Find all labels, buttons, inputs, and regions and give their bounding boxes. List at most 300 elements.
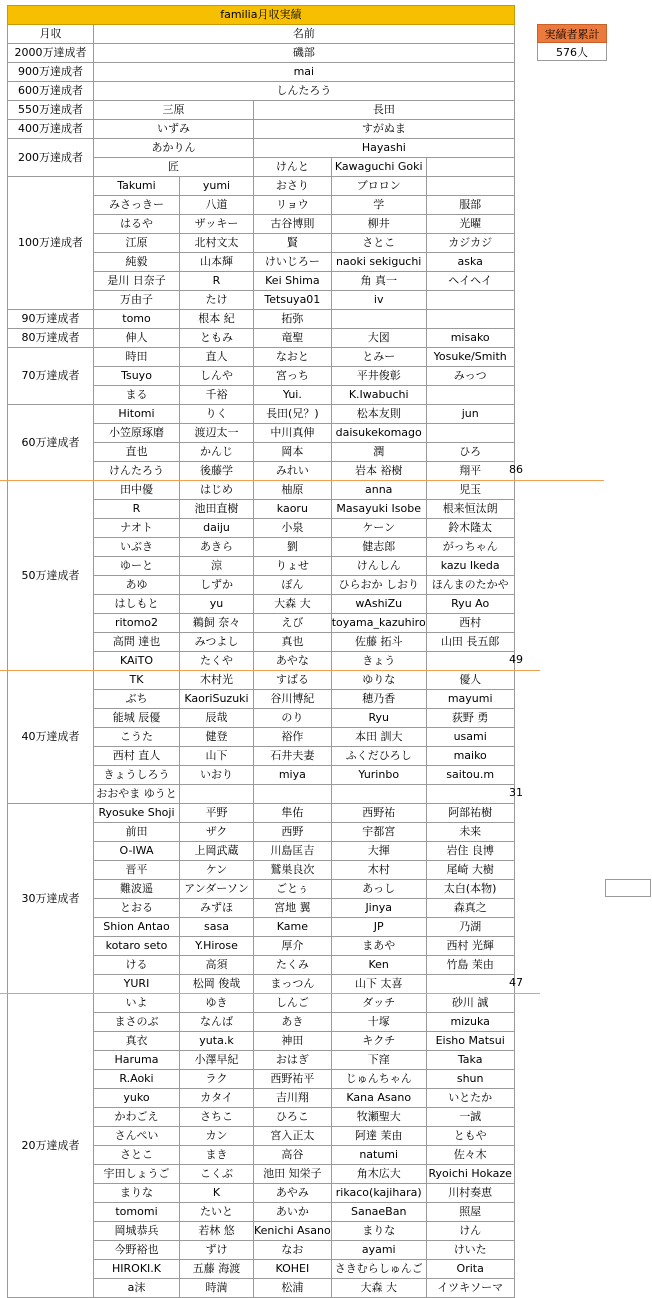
- name-cell: いずみ: [94, 120, 254, 139]
- name-cell: あやみ: [254, 1184, 332, 1203]
- name-cell: いとたか: [426, 1089, 514, 1108]
- name-cell: 角木広大: [331, 1165, 426, 1184]
- name-cell: たくや: [180, 652, 254, 671]
- name-cell: 高須: [180, 956, 254, 975]
- separator-line: [0, 993, 540, 994]
- name-cell: 神田: [254, 1032, 332, 1051]
- name-cell: [254, 785, 332, 804]
- name-cell: ひろ: [426, 443, 514, 462]
- name-cell: ひらおか しおり: [331, 576, 426, 595]
- tier-label: 400万達成者: [8, 120, 94, 139]
- name-cell: たけ: [180, 291, 254, 310]
- name-cell: 隼佑: [254, 804, 332, 823]
- name-cell: [180, 785, 254, 804]
- name-cell: はじめ: [180, 481, 254, 500]
- name-cell: しんや: [180, 367, 254, 386]
- name-cell: toyama_kazuhiro: [331, 614, 426, 633]
- name-cell: 江原: [94, 234, 180, 253]
- table-row: [8, 671, 515, 690]
- name-cell: あゆ: [94, 576, 180, 595]
- name-cell: たくみ: [254, 956, 332, 975]
- name-cell: 西村: [426, 614, 514, 633]
- name-cell: mayumi: [426, 690, 514, 709]
- name-cell: R: [94, 500, 180, 519]
- name-cell: まりな: [331, 1222, 426, 1241]
- name-cell: 松本友則: [331, 405, 426, 424]
- name-cell: 五藤 海渡: [180, 1260, 254, 1279]
- name-cell: Ryosuke Shoji: [94, 804, 180, 823]
- name-cell: [426, 386, 514, 405]
- name-cell: daiju: [180, 519, 254, 538]
- name-cell: あかりん: [94, 139, 254, 158]
- name-cell: 真也: [254, 633, 332, 652]
- name-cell: YURI: [94, 975, 180, 994]
- name-cell: 宮地 翼: [254, 899, 332, 918]
- name-cell: 宇都宮: [331, 823, 426, 842]
- name-cell: KOHEI: [254, 1260, 332, 1279]
- tier-label: 20万達成者: [8, 994, 94, 1298]
- name-cell: 能城 辰優: [94, 709, 180, 728]
- name-cell: さとこ: [94, 1146, 180, 1165]
- name-cell: 穂乃香: [331, 690, 426, 709]
- name-cell: aska: [426, 253, 514, 272]
- name-cell: 岡本: [254, 443, 332, 462]
- name-cell: 長田(兄？): [254, 405, 332, 424]
- name-cell: さきむらしゅんご: [331, 1260, 426, 1279]
- name-cell: ともみ: [180, 329, 254, 348]
- table-row: [8, 348, 515, 367]
- tier-label: 90万達成者: [8, 310, 94, 329]
- name-cell: ケーン: [331, 519, 426, 538]
- name-cell: ayami: [331, 1241, 426, 1260]
- name-cell: [426, 291, 514, 310]
- separator-line: [0, 480, 604, 481]
- name-cell: みつよし: [180, 633, 254, 652]
- table-row: [8, 310, 515, 329]
- name-cell: 千裕: [180, 386, 254, 405]
- name-cell: いぶき: [94, 538, 180, 557]
- name-cell: R.Aoki: [94, 1070, 180, 1089]
- name-cell: 若林 悠: [180, 1222, 254, 1241]
- name-cell: みれい: [254, 462, 332, 481]
- name-cell: さとこ: [331, 234, 426, 253]
- name-cell: かわごえ: [94, 1108, 180, 1127]
- name-cell: 西野祐平: [254, 1070, 332, 1089]
- name-cell: 八道: [180, 196, 254, 215]
- tier-label: 50万達成者: [8, 481, 94, 671]
- table-row: [8, 994, 515, 1013]
- name-cell: tomo: [94, 310, 180, 329]
- name-cell: きょうしろう: [94, 766, 180, 785]
- name-cell: ぶち: [94, 690, 180, 709]
- name-cell: 小笠原琢磨: [94, 424, 180, 443]
- name-cell: 大揮: [331, 842, 426, 861]
- name-cell: KAiTO: [94, 652, 180, 671]
- name-cell: [426, 652, 514, 671]
- name-cell: まっつん: [254, 975, 332, 994]
- name-cell: kotaro seto: [94, 937, 180, 956]
- name-cell: 田中優: [94, 481, 180, 500]
- count-40man: 31: [509, 786, 523, 799]
- name-cell: たいと: [180, 1203, 254, 1222]
- name-cell: shun: [426, 1070, 514, 1089]
- tier-label: 80万達成者: [8, 329, 94, 348]
- name-cell: 角 真一: [331, 272, 426, 291]
- name-cell: 木村光: [180, 671, 254, 690]
- name-cell: がっちゃん: [426, 538, 514, 557]
- name-cell: 高谷: [254, 1146, 332, 1165]
- name-cell: 晋平: [94, 861, 180, 880]
- name-cell: wAshiZu: [331, 595, 426, 614]
- name-cell: jun: [426, 405, 514, 424]
- name-cell: ナオト: [94, 519, 180, 538]
- name-cell: のり: [254, 709, 332, 728]
- name-cell: 川島匡吉: [254, 842, 332, 861]
- name-cell: しんご: [254, 994, 332, 1013]
- name-cell: イツキソーマ: [426, 1279, 514, 1298]
- name-cell: 森真之: [426, 899, 514, 918]
- name-cell: 裕作: [254, 728, 332, 747]
- name-cell: 厚介: [254, 937, 332, 956]
- name-cell: [331, 310, 426, 329]
- name-cell: 池田 知栄子: [254, 1165, 332, 1184]
- table-row: [8, 405, 515, 424]
- name-cell: 阿達 茉由: [331, 1127, 426, 1146]
- name-cell: Ryu Ao: [426, 595, 514, 614]
- name-cell: 万由子: [94, 291, 180, 310]
- name-cell: みさっきー: [94, 196, 180, 215]
- tier-label: 600万達成者: [8, 82, 94, 101]
- name-cell: [426, 975, 514, 994]
- name-cell: Orita: [426, 1260, 514, 1279]
- name-cell: 優人: [426, 671, 514, 690]
- name-cell: O-IWA: [94, 842, 180, 861]
- name-cell: 佐藤 拓斗: [331, 633, 426, 652]
- name-cell: あき: [254, 1013, 332, 1032]
- name-cell: おおやま ゆうと: [94, 785, 180, 804]
- name-cell: 磯部: [94, 44, 515, 63]
- name-cell: [426, 424, 514, 443]
- name-cell: Yosuke/Smith: [426, 348, 514, 367]
- name-cell: いおり: [180, 766, 254, 785]
- name-cell: こうた: [94, 728, 180, 747]
- name-cell: 宇田しょうご: [94, 1165, 180, 1184]
- name-cell: a沫: [94, 1279, 180, 1298]
- name-cell: 中川真伸: [254, 424, 332, 443]
- count-30man: 47: [509, 976, 523, 989]
- name-cell: 児玉: [426, 481, 514, 500]
- name-cell: 平野: [180, 804, 254, 823]
- table-row: [8, 804, 515, 823]
- name-cell: けいじろー: [254, 253, 332, 272]
- name-cell: Hayashi: [254, 139, 515, 158]
- name-cell: 鷲巣良次: [254, 861, 332, 880]
- name-cell: 柳井: [331, 215, 426, 234]
- name-cell: misako: [426, 329, 514, 348]
- name-cell: かんじ: [180, 443, 254, 462]
- name-cell: Masayuki Isobe: [331, 500, 426, 519]
- name-cell: さちこ: [180, 1108, 254, 1127]
- name-cell: ほんまのたかや: [426, 576, 514, 595]
- name-cell: こくぶ: [180, 1165, 254, 1184]
- name-cell: 宮っち: [254, 367, 332, 386]
- name-cell: ゆーと: [94, 557, 180, 576]
- name-cell: 健志郎: [331, 538, 426, 557]
- name-cell: natumi: [331, 1146, 426, 1165]
- name-cell: ぽん: [254, 576, 332, 595]
- name-cell: 根来恒汰朗: [426, 500, 514, 519]
- name-cell: カン: [180, 1127, 254, 1146]
- name-cell: 直也: [94, 443, 180, 462]
- name-cell: まあや: [331, 937, 426, 956]
- name-cell: Tetsuya01: [254, 291, 332, 310]
- name-cell: yumi: [180, 177, 254, 196]
- name-cell: JP: [331, 918, 426, 937]
- name-cell: Tsuyo: [94, 367, 180, 386]
- name-cell: 西野祐: [331, 804, 426, 823]
- name-cell: 松岡 俊哉: [180, 975, 254, 994]
- name-cell: SanaeBan: [331, 1203, 426, 1222]
- name-cell: [426, 310, 514, 329]
- name-cell: なおと: [254, 348, 332, 367]
- name-cell: おはぎ: [254, 1051, 332, 1070]
- name-cell: 上岡武蔵: [180, 842, 254, 861]
- name-cell: あきら: [180, 538, 254, 557]
- name-cell: 木村: [331, 861, 426, 880]
- name-cell: [426, 785, 514, 804]
- name-cell: Ryoichi Hokaze: [426, 1165, 514, 1184]
- name-cell: 渡辺太一: [180, 424, 254, 443]
- name-cell: Shion Antao: [94, 918, 180, 937]
- name-cell: 鈴木隆太: [426, 519, 514, 538]
- table-row: [8, 82, 515, 101]
- name-cell: 尾崎 大樹: [426, 861, 514, 880]
- name-cell: ゆき: [180, 994, 254, 1013]
- name-cell: あっし: [331, 880, 426, 899]
- name-cell: ける: [94, 956, 180, 975]
- name-cell: K: [180, 1184, 254, 1203]
- name-cell: 山田 長五郎: [426, 633, 514, 652]
- name-cell: 山下 太喜: [331, 975, 426, 994]
- name-cell: 鵜飼 奈々: [180, 614, 254, 633]
- name-cell: HIROKI.K: [94, 1260, 180, 1279]
- name-cell: あやな: [254, 652, 332, 671]
- name-cell: 小泉: [254, 519, 332, 538]
- name-cell: 平井俊彰: [331, 367, 426, 386]
- table-row: [8, 177, 515, 196]
- name-cell: kaoru: [254, 500, 332, 519]
- name-cell: みっつ: [426, 367, 514, 386]
- name-cell: りく: [180, 405, 254, 424]
- header-income: 月収: [8, 25, 94, 44]
- name-cell: 拓弥: [254, 310, 332, 329]
- name-cell: なんば: [180, 1013, 254, 1032]
- name-cell: 難波遥: [94, 880, 180, 899]
- name-cell: カジカジ: [426, 234, 514, 253]
- name-cell: 荻野 勇: [426, 709, 514, 728]
- name-cell: ブロロン: [331, 177, 426, 196]
- table-row: [8, 101, 515, 120]
- tier-label: 550万達成者: [8, 101, 94, 120]
- name-cell: Jinya: [331, 899, 426, 918]
- name-cell: 阿部祐樹: [426, 804, 514, 823]
- name-cell: 石井夫妻: [254, 747, 332, 766]
- name-cell: yu: [180, 595, 254, 614]
- name-cell: 長田: [254, 101, 515, 120]
- name-cell: 服部: [426, 196, 514, 215]
- name-cell: まる: [94, 386, 180, 405]
- name-cell: 西野: [254, 823, 332, 842]
- name-cell: いよ: [94, 994, 180, 1013]
- name-cell: なお: [254, 1241, 332, 1260]
- name-cell: usami: [426, 728, 514, 747]
- table-row: [8, 139, 515, 158]
- name-cell: 柚原: [254, 481, 332, 500]
- name-cell: [331, 785, 426, 804]
- name-cell: Takumi: [94, 177, 180, 196]
- table-row: [8, 329, 515, 348]
- name-cell: まりな: [94, 1184, 180, 1203]
- name-cell: 純毅: [94, 253, 180, 272]
- name-cell: まき: [180, 1146, 254, 1165]
- name-cell: 下窪: [331, 1051, 426, 1070]
- name-cell: sasa: [180, 918, 254, 937]
- name-cell: KaoriSuzuki: [180, 690, 254, 709]
- name-cell: 岩本 裕樹: [331, 462, 426, 481]
- name-cell: 直人: [180, 348, 254, 367]
- name-cell: ゆりな: [331, 671, 426, 690]
- name-cell: Kana Asano: [331, 1089, 426, 1108]
- name-cell: 牧瀬聖大: [331, 1108, 426, 1127]
- name-cell: 健登: [180, 728, 254, 747]
- separator-line: [0, 670, 540, 671]
- name-cell: 真衣: [94, 1032, 180, 1051]
- name-cell: けいた: [426, 1241, 514, 1260]
- name-cell: 岡城恭兵: [94, 1222, 180, 1241]
- name-cell: さんぺい: [94, 1127, 180, 1146]
- name-cell: ふくだひろし: [331, 747, 426, 766]
- summary-value: 576人: [538, 43, 607, 61]
- name-cell: ダッチ: [331, 994, 426, 1013]
- summary-box: [537, 24, 607, 61]
- name-cell: Ken: [331, 956, 426, 975]
- name-cell: はるや: [94, 215, 180, 234]
- name-cell: 大森 大: [331, 1279, 426, 1298]
- tier-label: 200万達成者: [8, 139, 94, 177]
- name-cell: anna: [331, 481, 426, 500]
- name-cell: 山下: [180, 747, 254, 766]
- name-cell: カタイ: [180, 1089, 254, 1108]
- name-cell: mizuka: [426, 1013, 514, 1032]
- name-cell: 北村文太: [180, 234, 254, 253]
- name-cell: ヘイヘイ: [426, 272, 514, 291]
- name-cell: はしもと: [94, 595, 180, 614]
- name-cell: yuko: [94, 1089, 180, 1108]
- name-cell: Kenichi Asano: [254, 1222, 332, 1241]
- name-cell: あいか: [254, 1203, 332, 1222]
- name-cell: 本田 訓大: [331, 728, 426, 747]
- name-cell: TK: [94, 671, 180, 690]
- name-cell: しずか: [180, 576, 254, 595]
- header-name: 名前: [94, 25, 515, 44]
- name-cell: 匠: [94, 158, 254, 177]
- name-cell: 谷川博紀: [254, 690, 332, 709]
- name-cell: おさり: [254, 177, 332, 196]
- name-cell: [426, 177, 514, 196]
- name-cell: Ryu: [331, 709, 426, 728]
- name-cell: 辰哉: [180, 709, 254, 728]
- name-cell: 光曜: [426, 215, 514, 234]
- name-cell: rikaco(kajihara): [331, 1184, 426, 1203]
- summary-label: 実績者累計: [538, 25, 607, 43]
- sheet-title: familia月収実績: [8, 6, 515, 25]
- name-cell: 一誠: [426, 1108, 514, 1127]
- name-cell: ザッキー: [180, 215, 254, 234]
- name-cell: ひろこ: [254, 1108, 332, 1127]
- name-cell: Yui.: [254, 386, 332, 405]
- name-cell: しんたろう: [94, 82, 515, 101]
- tier-label: 40万達成者: [8, 671, 94, 804]
- name-cell: 佐々木: [426, 1146, 514, 1165]
- name-cell: りょせ: [254, 557, 332, 576]
- name-cell: maiko: [426, 747, 514, 766]
- name-cell: Yurinbo: [331, 766, 426, 785]
- name-cell: ごとぅ: [254, 880, 332, 899]
- name-cell: 是川 日奈子: [94, 272, 180, 291]
- name-cell: 西村 直人: [94, 747, 180, 766]
- name-cell: きょう: [331, 652, 426, 671]
- name-cell: みずほ: [180, 899, 254, 918]
- name-cell: 西村 光輝: [426, 937, 514, 956]
- name-cell: 乃湖: [426, 918, 514, 937]
- name-cell: アンダーソン: [180, 880, 254, 899]
- table-row: [8, 481, 515, 500]
- name-cell: 大森 大: [254, 595, 332, 614]
- name-cell: iv: [331, 291, 426, 310]
- name-cell: 川村奏恵: [426, 1184, 514, 1203]
- name-cell: 松浦: [254, 1279, 332, 1298]
- name-cell: じゅんちゃん: [331, 1070, 426, 1089]
- tier-label: 70万達成者: [8, 348, 94, 405]
- tier-label: 100万達成者: [8, 177, 94, 310]
- name-cell: 今野裕也: [94, 1241, 180, 1260]
- name-cell: リョウ: [254, 196, 332, 215]
- name-cell: ケン: [180, 861, 254, 880]
- name-cell: Hitomi: [94, 405, 180, 424]
- name-cell: キクチ: [331, 1032, 426, 1051]
- count-60man: 86: [509, 463, 523, 476]
- name-cell: Kawaguchi Goki: [331, 158, 426, 177]
- name-cell: 竹島 茉由: [426, 956, 514, 975]
- name-cell: 十塚: [331, 1013, 426, 1032]
- name-cell: 池田直樹: [180, 500, 254, 519]
- name-cell: 三原: [94, 101, 254, 120]
- tier-label: 2000万達成者: [8, 44, 94, 63]
- name-cell: すばる: [254, 671, 332, 690]
- name-cell: 涼: [180, 557, 254, 576]
- name-cell: mai: [94, 63, 515, 82]
- name-cell: けんと: [254, 158, 332, 177]
- table-row: [8, 44, 515, 63]
- achievement-table: [7, 5, 515, 1298]
- name-cell: tomomi: [94, 1203, 180, 1222]
- name-cell: えび: [254, 614, 332, 633]
- name-cell: けんしん: [331, 557, 426, 576]
- name-cell: Y.Hirose: [180, 937, 254, 956]
- name-cell: 古谷博則: [254, 215, 332, 234]
- name-cell: kazu Ikeda: [426, 557, 514, 576]
- name-cell: 未来: [426, 823, 514, 842]
